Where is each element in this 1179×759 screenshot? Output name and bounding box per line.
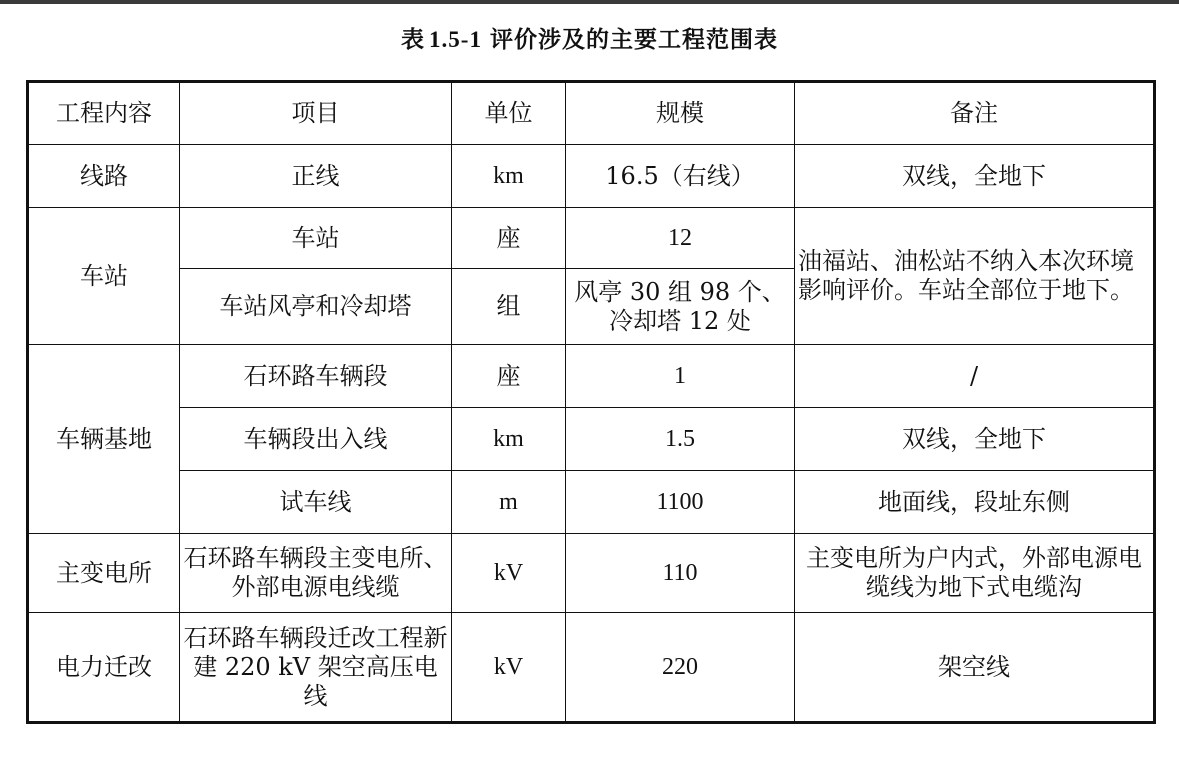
caption-prefix: 表 [401, 27, 426, 53]
category-cell-station: 车站 [28, 208, 180, 345]
unit-cell: km [452, 408, 566, 471]
item-cell: 石环路车辆段主变电所、外部电源电线缆 [180, 534, 452, 613]
scale-cell: 12 [566, 208, 795, 269]
unit-cell: 组 [452, 269, 566, 345]
note-cell: 架空线 [795, 613, 1155, 723]
table-row [28, 345, 1155, 408]
table-row [28, 208, 1155, 269]
table-row [28, 534, 1155, 613]
caption-title: 评价涉及的主要工程范围表 [489, 27, 778, 53]
scale-cell: 1.5 [566, 408, 795, 471]
note-cell: 双线，全地下 [795, 145, 1155, 208]
item-cell: 石环路车辆段迁改工程新建 220 kV 架空高压电线 [180, 613, 452, 723]
note-cell: 双线，全地下 [795, 408, 1155, 471]
note-cell: 地面线，段址东侧 [795, 471, 1155, 534]
note-cell: / [795, 345, 1155, 408]
table-row [28, 408, 1155, 471]
item-cell: 车站风亭和冷却塔 [180, 269, 452, 345]
category-cell-depot: 车辆基地 [28, 345, 180, 534]
unit-cell: kV [452, 534, 566, 613]
scale-cell: 110 [566, 534, 795, 613]
table-header-row [28, 82, 1155, 145]
scale-cell: 风亭 30 组 98 个、冷却塔 12 处 [566, 269, 795, 345]
header-cell-unit: 单位 [452, 82, 566, 145]
table-caption [0, 24, 1179, 56]
unit-cell: 座 [452, 208, 566, 269]
engineering-scope-table [26, 80, 1156, 724]
item-cell: 正线 [180, 145, 452, 208]
note-cell: 主变电所为户内式，外部电源电缆线为地下式电缆沟 [795, 534, 1155, 613]
item-cell: 试车线 [180, 471, 452, 534]
table-row [28, 613, 1155, 723]
category-cell-line: 线路 [28, 145, 180, 208]
scale-cell: 220 [566, 613, 795, 723]
header-cell-item: 项目 [180, 82, 452, 145]
item-cell: 石环路车辆段 [180, 345, 452, 408]
scale-cell: 1 [566, 345, 795, 408]
item-cell: 车站 [180, 208, 452, 269]
header-cell-note: 备注 [795, 82, 1155, 145]
table-row [28, 471, 1155, 534]
caption-number: 1.5-1 [429, 27, 482, 52]
unit-cell: 座 [452, 345, 566, 408]
category-cell-power: 电力迁改 [28, 613, 180, 723]
table-row [28, 145, 1155, 208]
scale-cell: 1100 [566, 471, 795, 534]
header-cell-scale: 规模 [566, 82, 795, 145]
scale-cell: 16.5（右线） [566, 145, 795, 208]
unit-cell: m [452, 471, 566, 534]
header-cell-category: 工程内容 [28, 82, 180, 145]
item-cell: 车辆段出入线 [180, 408, 452, 471]
top-rule [0, 0, 1179, 4]
note-cell-station: 油福站、油松站不纳入本次环境影响评价。车站全部位于地下。 [795, 208, 1155, 345]
category-cell-substation: 主变电所 [28, 534, 180, 613]
unit-cell: kV [452, 613, 566, 723]
unit-cell: km [452, 145, 566, 208]
